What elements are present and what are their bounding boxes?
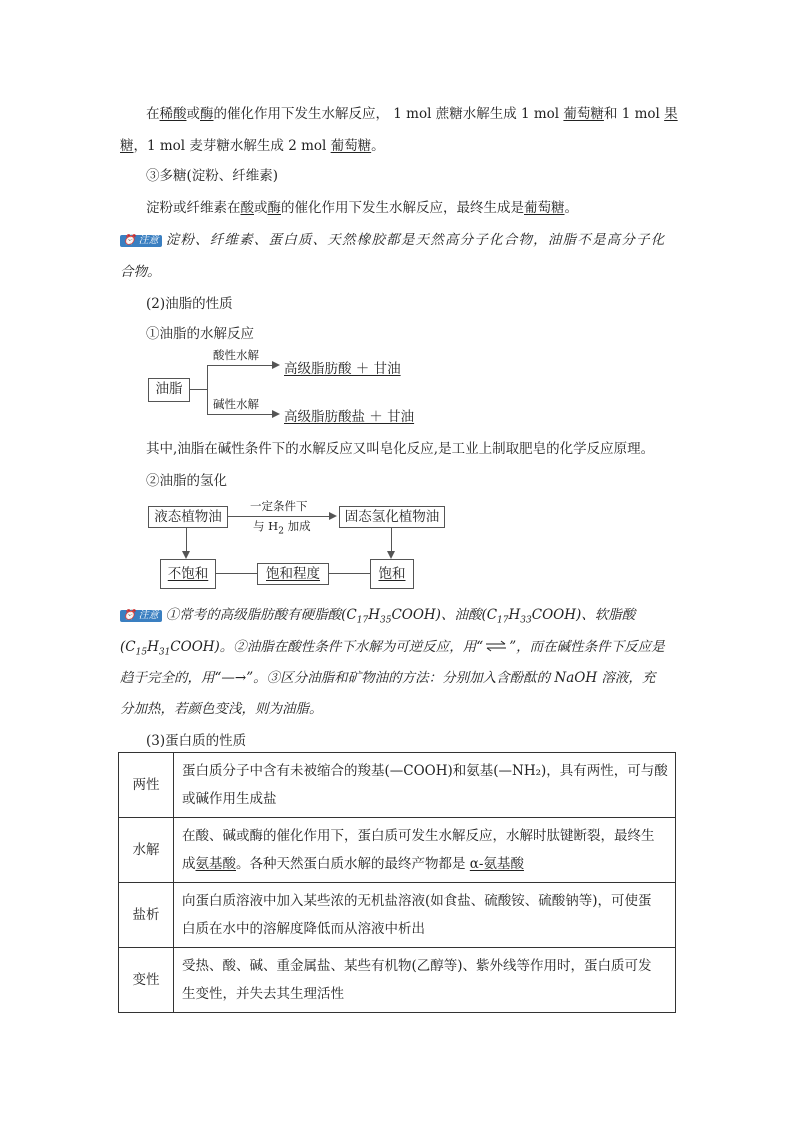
condition-label: 一定条件下 — [250, 499, 308, 513]
connector — [328, 573, 370, 574]
text: H — [147, 639, 159, 655]
protein-properties-table — [118, 752, 676, 1013]
hydrolysis-paragraph-line2 — [120, 134, 385, 154]
saponification-line: 其中,油脂在碱性条件下的水解反应又叫皂化反应,是工业上制取肥皂的化学反应原理。 — [146, 441, 655, 457]
underlined-term: 稀酸 — [159, 106, 187, 122]
subscript: 17 — [497, 615, 509, 626]
text: 淀粉或纤维素在 — [146, 200, 241, 216]
text: 在酸、碱或酶的催化作用下，蛋白质可发生水解反应，水解时肽键断裂，最终生 — [182, 828, 655, 844]
underlined-term: 葡萄糖 — [524, 200, 565, 216]
text: COOH)。②油脂在酸性条件下水解为可逆反应，用“ — [170, 639, 484, 655]
arrow-line — [207, 365, 273, 366]
hydrogenation-heading: ②油脂的氢化 — [146, 473, 227, 489]
text: 在 — [146, 106, 160, 122]
row-header: 两性 — [119, 753, 174, 818]
subscript: 17 — [356, 615, 369, 626]
subscript: 33 — [520, 615, 532, 626]
note2-line1 — [120, 603, 635, 626]
base-product: 高级脂肪酸盐 ＋ 甘油 — [284, 409, 415, 425]
arrow-head — [329, 512, 337, 520]
arrow-line — [227, 516, 330, 517]
down-line — [186, 527, 187, 553]
text: 成 — [182, 856, 196, 872]
note-text: 淀粉、纤维素、蛋白质、天然橡胶都是天然高分子化合物，油脂不是高分子化 — [165, 232, 666, 248]
solid-oil-box: 固态氢化植物油 — [339, 506, 445, 528]
row-content — [174, 818, 676, 883]
text: 向蛋白质溶液中加入某些浓的无机盐溶液(如食盐、硫酸铵、硫酸钠等)，可使蛋 — [182, 893, 652, 909]
text: 饱和程度 — [266, 566, 320, 582]
underlined-term: α-氨基酸 — [469, 856, 524, 872]
text: 与 H — [253, 519, 279, 533]
text: 或 — [254, 200, 268, 216]
unsaturated-box — [160, 559, 216, 589]
note2-line2 — [120, 635, 665, 658]
table-row — [119, 753, 676, 818]
arrow-head — [272, 361, 280, 369]
row-header: 变性 — [119, 948, 174, 1013]
connector — [207, 365, 208, 415]
text: 或 — [186, 106, 200, 122]
saturated-box — [370, 559, 414, 589]
text: (C — [120, 639, 136, 655]
subscript: 31 — [158, 647, 171, 658]
underlined-term: 酸 — [240, 200, 254, 216]
protein-heading: (3)蛋白质的性质 — [146, 733, 247, 749]
subscript: 15 — [135, 647, 148, 658]
liquid-oil-box: 液态植物油 — [148, 506, 228, 528]
note-label: 注意 — [138, 610, 159, 621]
note2-line3: 趋于完全的，用“—→”。③区分油脂和矿物油的方法：分别加入含酚酞的 NaOH 溶液，充 — [120, 670, 656, 686]
text: 。各种天然蛋白质水解的最终产物都是 — [236, 856, 470, 872]
text: 的催化作用下发生水解反应， 1 mol 蔗糖水解生成 1 mol — [213, 106, 564, 122]
row-content — [174, 948, 676, 1013]
text: 生变性，并失去其生理活性 — [182, 986, 344, 1002]
underlined-term: 氨基酸 — [195, 856, 236, 872]
connector — [215, 573, 257, 574]
note1-line2: 合物。 — [120, 264, 161, 280]
text: ，1 mol 麦芽糖水解生成 2 mol — [133, 138, 331, 154]
note2-line4: 分加热，若颜色变浅，则为油脂。 — [120, 701, 323, 717]
text: 和 1 mol — [603, 106, 665, 122]
table-row — [119, 818, 676, 883]
underlined-term: 糖 — [120, 138, 134, 154]
fat-box: 油脂 — [148, 378, 190, 402]
text: 白质在水中的溶解度降低而从溶液中析出 — [182, 921, 425, 937]
note-label: 注意 — [138, 235, 159, 246]
underlined-term: 葡萄糖 — [563, 106, 604, 122]
text: COOH)、油酸(C — [391, 607, 498, 623]
subscript: 35 — [379, 615, 392, 626]
row-header: 盐析 — [119, 883, 174, 948]
text: 。 — [564, 200, 578, 216]
note1-line1 — [120, 228, 665, 248]
text-line — [182, 850, 669, 878]
down-line — [391, 527, 392, 553]
acid-product: 高级脂肪酸 ＋ 甘油 — [284, 361, 401, 377]
underlined-term: 酶 — [267, 200, 281, 216]
note-badge: ⏰ 注意 — [120, 235, 162, 247]
saturation-box — [257, 563, 329, 585]
text: 的催化作用下发生水解反应，最终生成是 — [281, 200, 524, 216]
text: H — [508, 607, 521, 623]
connector — [189, 389, 207, 390]
text: 蛋白质分子中含有未被缩合的羧基(—COOH)和氨基(—NH₂)，具有两性，可与酸 — [182, 763, 668, 779]
arrow-head — [387, 551, 395, 559]
underlined-term: 酶 — [200, 106, 214, 122]
text: ，而在碱性条件下反应是 — [516, 639, 665, 655]
closing-quote: ” — [509, 639, 517, 655]
text: 加成 — [283, 519, 311, 533]
hydrolysis-paragraph-line1 — [146, 102, 678, 122]
table-row — [119, 948, 676, 1013]
text: H — [368, 607, 380, 623]
reversible-arrow-icon — [485, 640, 507, 656]
polysaccharide-line — [146, 196, 578, 216]
text: ①常考的高级脂肪酸有硬脂酸(C — [165, 607, 357, 623]
underlined-term: 葡萄糖 — [330, 138, 372, 154]
row-content — [174, 753, 676, 818]
arrow-head — [272, 410, 280, 418]
text: 。 — [371, 138, 385, 154]
addition-label — [253, 518, 311, 536]
fat-heading: (2)油脂的性质 — [146, 296, 233, 312]
table-row — [119, 883, 676, 948]
row-content — [174, 883, 676, 948]
note-badge: ⏰ 注意 — [120, 610, 162, 622]
text: COOH)、软脂酸 — [531, 607, 636, 623]
underlined-term: 果 — [664, 106, 678, 122]
text: 受热、酸、碱、重金属盐、某些有机物(乙醇等)、紫外线等作用时，蛋白质可发 — [182, 958, 652, 974]
hydrolysis-heading: ①油脂的水解反应 — [146, 326, 254, 342]
text: 不饱和 — [167, 566, 209, 582]
acid-hydrolysis-label: 酸性水解 — [213, 348, 259, 362]
arrow-head — [182, 551, 190, 559]
text: 饱和 — [378, 566, 406, 582]
text: 或碱作用生成盐 — [182, 791, 277, 807]
polysaccharide-heading: ③多糖(淀粉、纤维素) — [146, 168, 279, 184]
base-hydrolysis-label: 碱性水解 — [213, 397, 259, 411]
arrow-line — [207, 414, 273, 415]
row-header: 水解 — [119, 818, 174, 883]
subscript: 2 — [278, 526, 284, 537]
